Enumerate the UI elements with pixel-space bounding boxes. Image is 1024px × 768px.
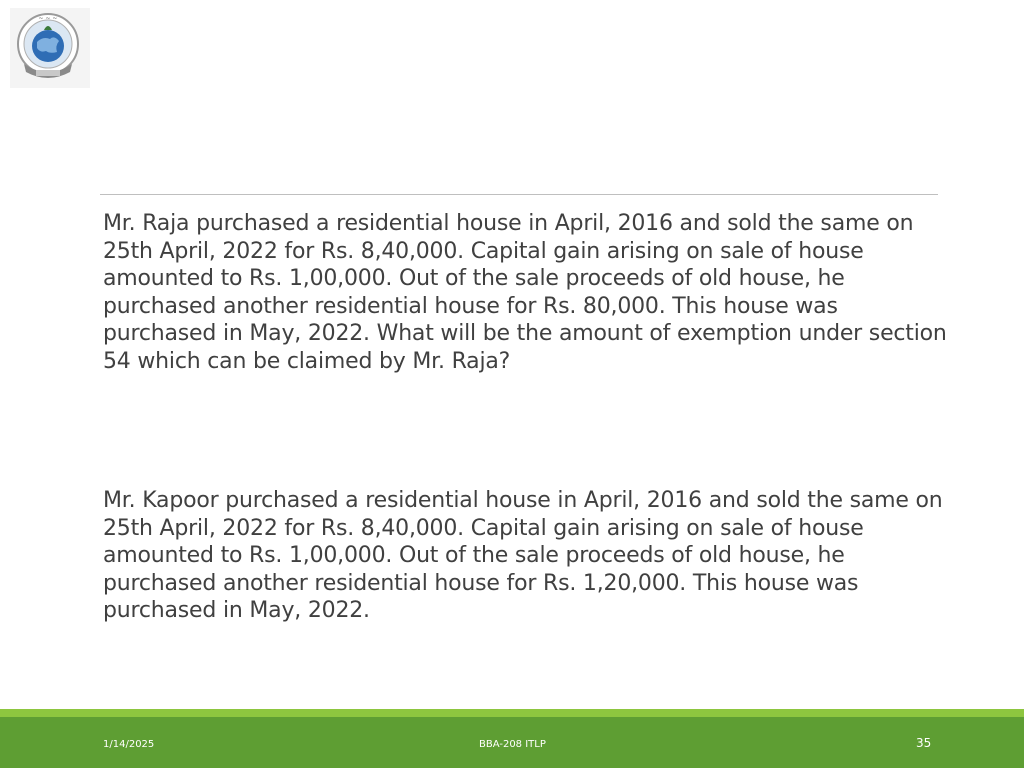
question-paragraph-raja: Mr. Raja purchased a residential house in April, 2016 and sold the same on 25th April, 2022 for Rs. 8,40,000. Capital gain arising on sale of house amounted to Rs. 1,00,000. Out of the sale proceeds of old house, he purchased another residential house for Rs. 80,000. This house was purchased in May, 2022. What will be the amount of exemption under section 54 which can be claimed by Mr. Raja? [103,211,947,374]
title-divider [100,194,938,195]
slide-number: 35 [916,736,932,750]
question-paragraph-kapoor: Mr. Kapoor purchased a residential house in April, 2016 and sold the same on 25th April, 2022 for Rs. 8,40,000. Capital gain arising on sale of house amounted to Rs. 1,00,000. Out of the sale proceeds of old house, he purchased another residential house for Rs. 1,20,000. This house was purchased in May, 2022. [103,488,943,624]
svg-text:~ ~ ~: ~ ~ ~ [38,15,58,22]
footer-accent-stripe [0,709,1024,717]
footer-course-code: BBA-208 ITLP [479,739,546,750]
footer-date: 1/14/2025 [103,739,155,750]
institution-emblem-icon [10,8,90,88]
emblem-graphic [10,8,90,88]
